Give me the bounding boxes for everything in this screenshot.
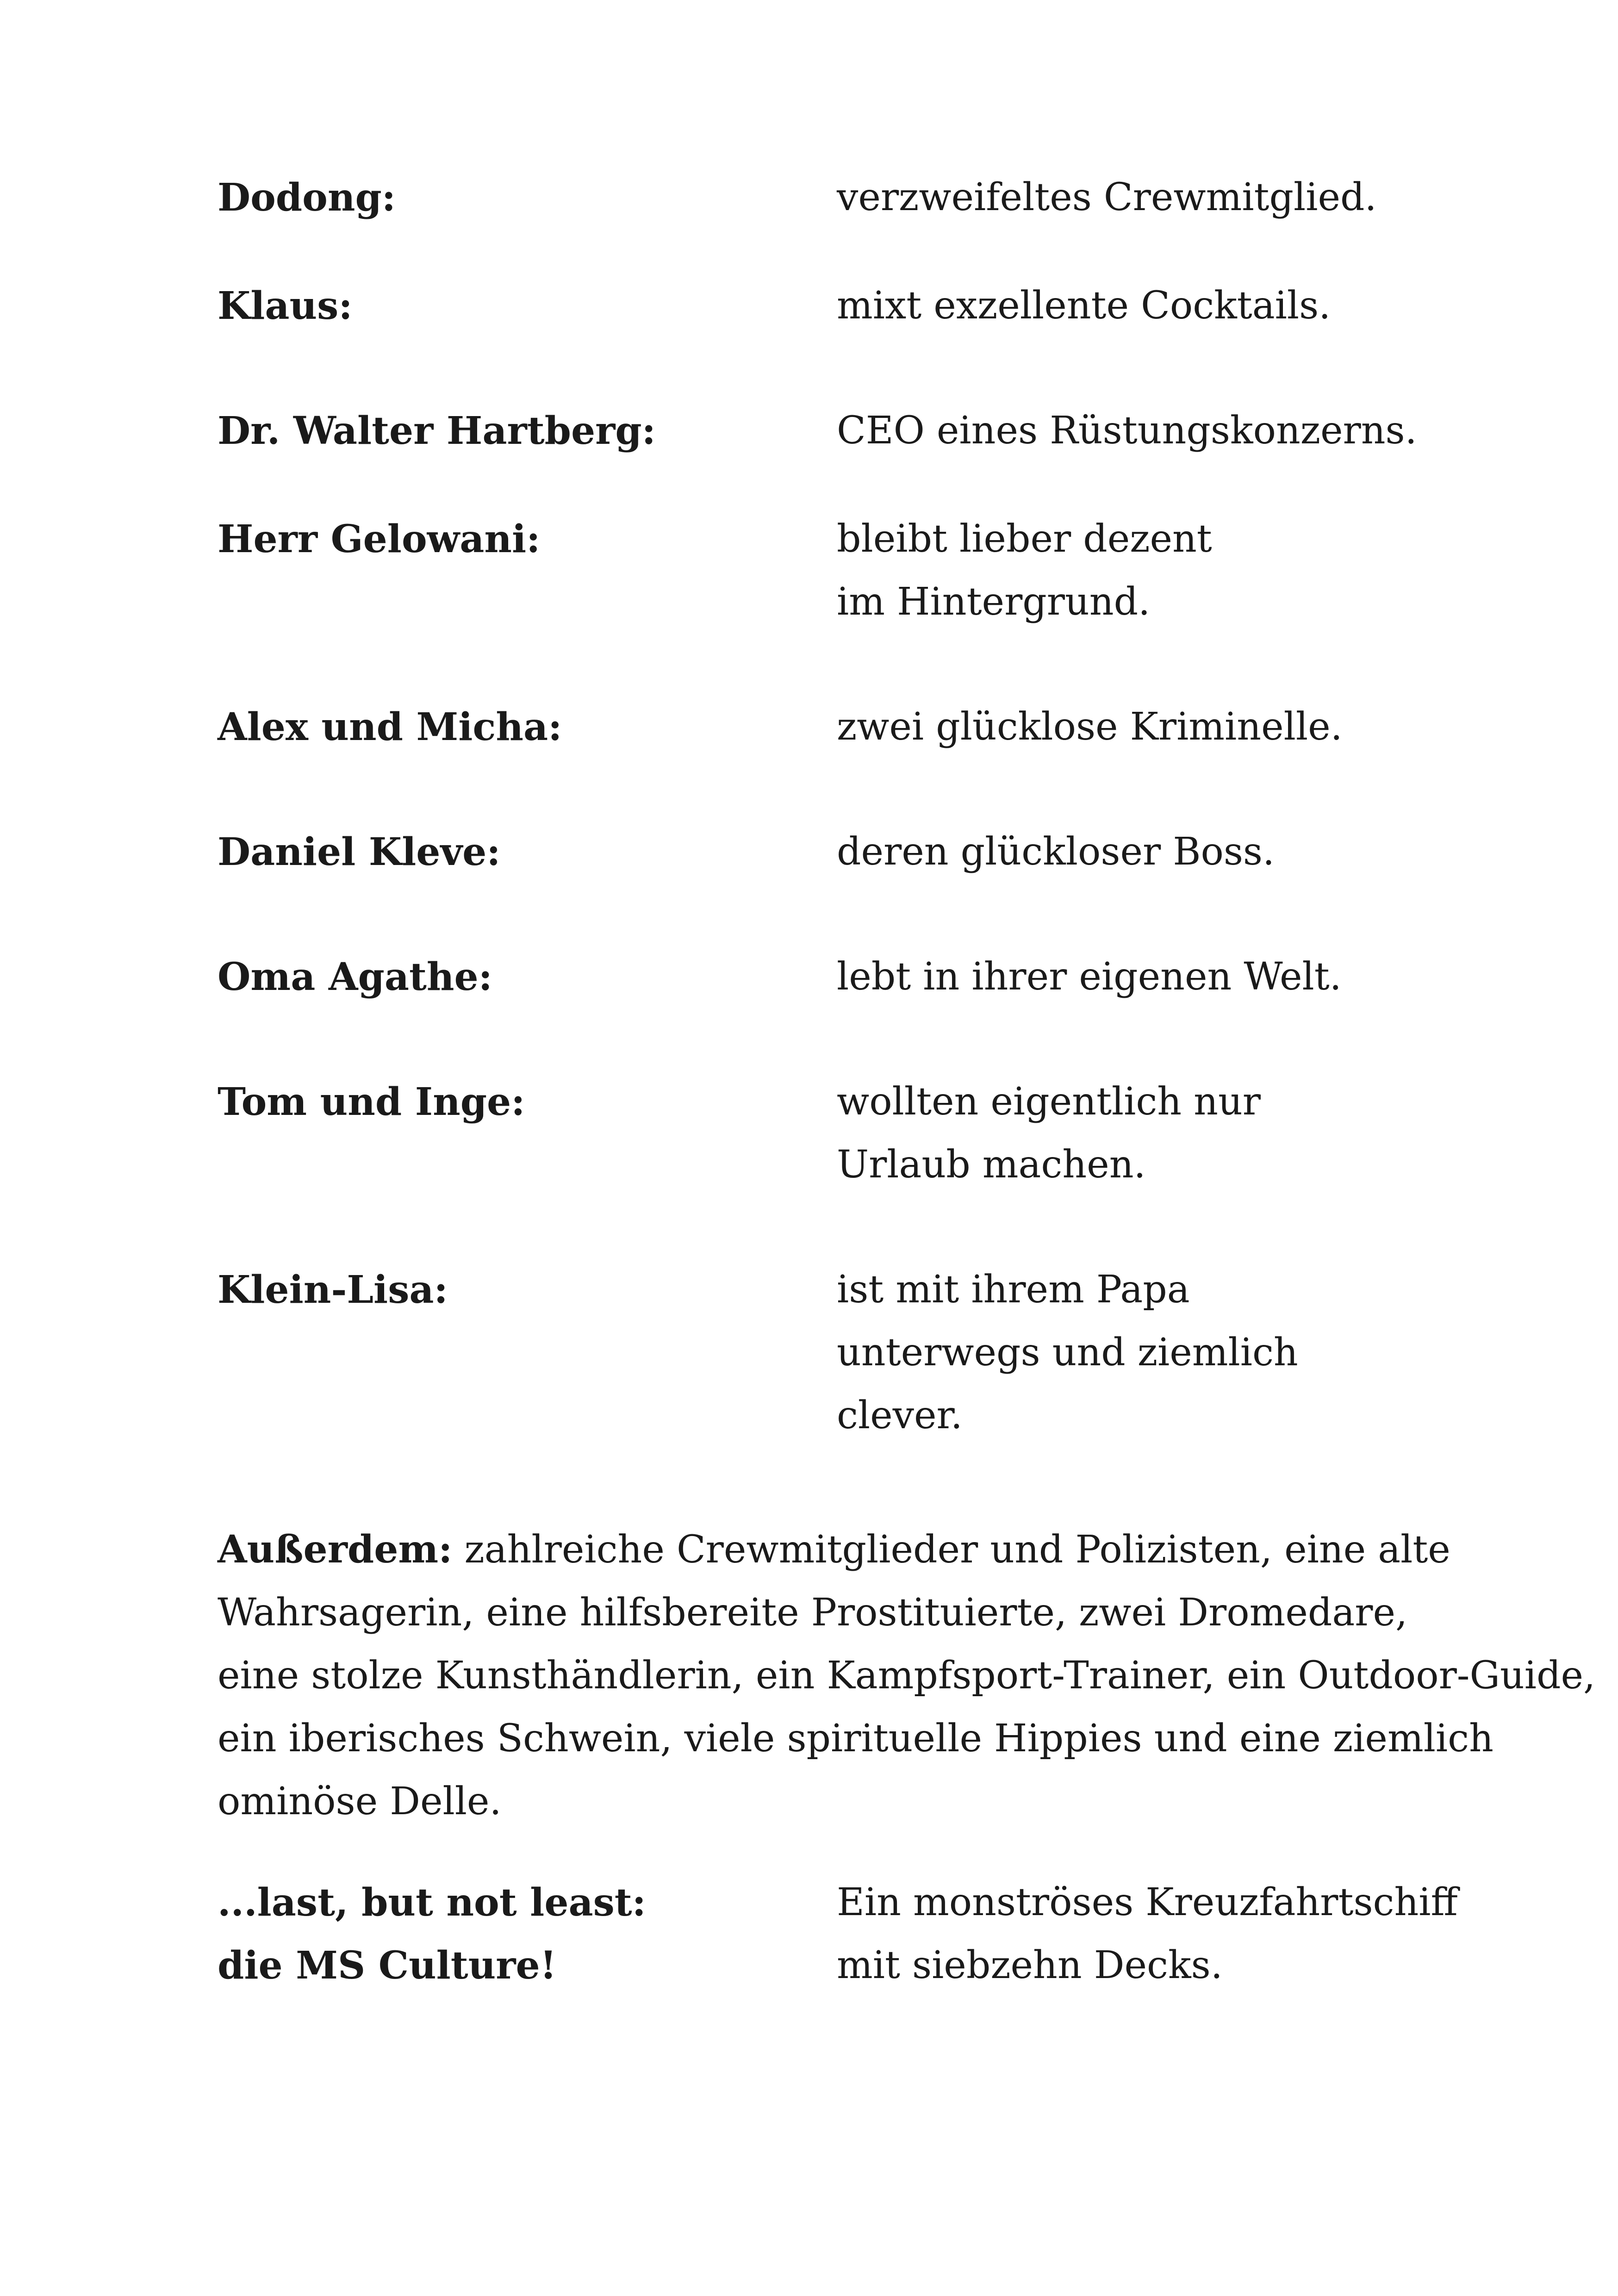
- cast-desc-klaus: mixt exzellente Cocktails.: [837, 284, 1331, 328]
- cast-desc-tom-inge-line2: Urlaub machen.: [837, 1143, 1146, 1187]
- finale-desc-line1: Ein monströses Kreuzfahrtschiff: [837, 1880, 1458, 1924]
- cast-name-lisa: Klein-Lisa:: [218, 1268, 448, 1312]
- cast-desc-gelowani-line2: im Hintergrund.: [837, 580, 1151, 624]
- cast-name-dodong: Dodong:: [218, 175, 396, 220]
- cast-desc-lisa-line1: ist mit ihrem Papa: [837, 1268, 1190, 1312]
- finale-name-line2: die MS Culture!: [218, 1943, 557, 1988]
- cast-desc-tom-inge-line1: wollten eigentlich nur: [837, 1080, 1261, 1124]
- cast-name-agathe: Oma Agathe:: [218, 955, 492, 999]
- cast-desc-hartberg: CEO eines Rüstungskonzerns.: [837, 409, 1417, 453]
- extras-lead: Außerdem:: [218, 1527, 453, 1572]
- finale-name-line1: ...last, but not least:: [218, 1880, 646, 1925]
- extras-line-1: [218, 1518, 1541, 1581]
- cast-desc-lisa-line3: clever.: [837, 1394, 963, 1437]
- extras-line-4: ein iberisches Schwein, viele spirituelle Hippies und eine ziemlich: [218, 1717, 1494, 1761]
- extras-line-3: eine stolze Kunsthändlerin, ein Kampfsport-Trainer, ein Outdoor-Guide,: [218, 1654, 1596, 1698]
- finale-desc-line2: mit siebzehn Decks.: [837, 1943, 1223, 1987]
- cast-name-klaus: Klaus:: [218, 284, 353, 328]
- cast-name-hartberg: Dr. Walter Hartberg:: [218, 409, 656, 453]
- extras-line-1-text: zahlreiche Crewmitglieder und Polizisten, eine alte: [452, 1528, 1450, 1572]
- extras-paragraph: [218, 1518, 1596, 1833]
- extras-line-5: ominöse Delle.: [218, 1780, 502, 1823]
- extras-line-2: Wahrsagerin, eine hilfsbereite Prostituierte, zwei Dromedare,: [218, 1591, 1408, 1635]
- cast-desc-agathe: lebt in ihrer eigenen Welt.: [837, 955, 1342, 999]
- cast-name-tom-inge: Tom und Inge:: [218, 1080, 525, 1124]
- cast-desc-alex-micha: zwei glücklose Kriminelle.: [837, 705, 1343, 749]
- cast-desc-lisa-line2: unterwegs und ziemlich: [837, 1331, 1298, 1375]
- cast-desc-gelowani-line1: bleibt lieber dezent: [837, 517, 1212, 561]
- cast-desc-kleve: deren glückloser Boss.: [837, 830, 1275, 874]
- cast-name-alex-micha: Alex und Micha:: [218, 705, 562, 749]
- cast-desc-dodong: verzweifeltes Crewmitglied.: [837, 175, 1377, 219]
- cast-name-kleve: Daniel Kleve:: [218, 830, 501, 874]
- cast-name-gelowani: Herr Gelowani:: [218, 517, 541, 561]
